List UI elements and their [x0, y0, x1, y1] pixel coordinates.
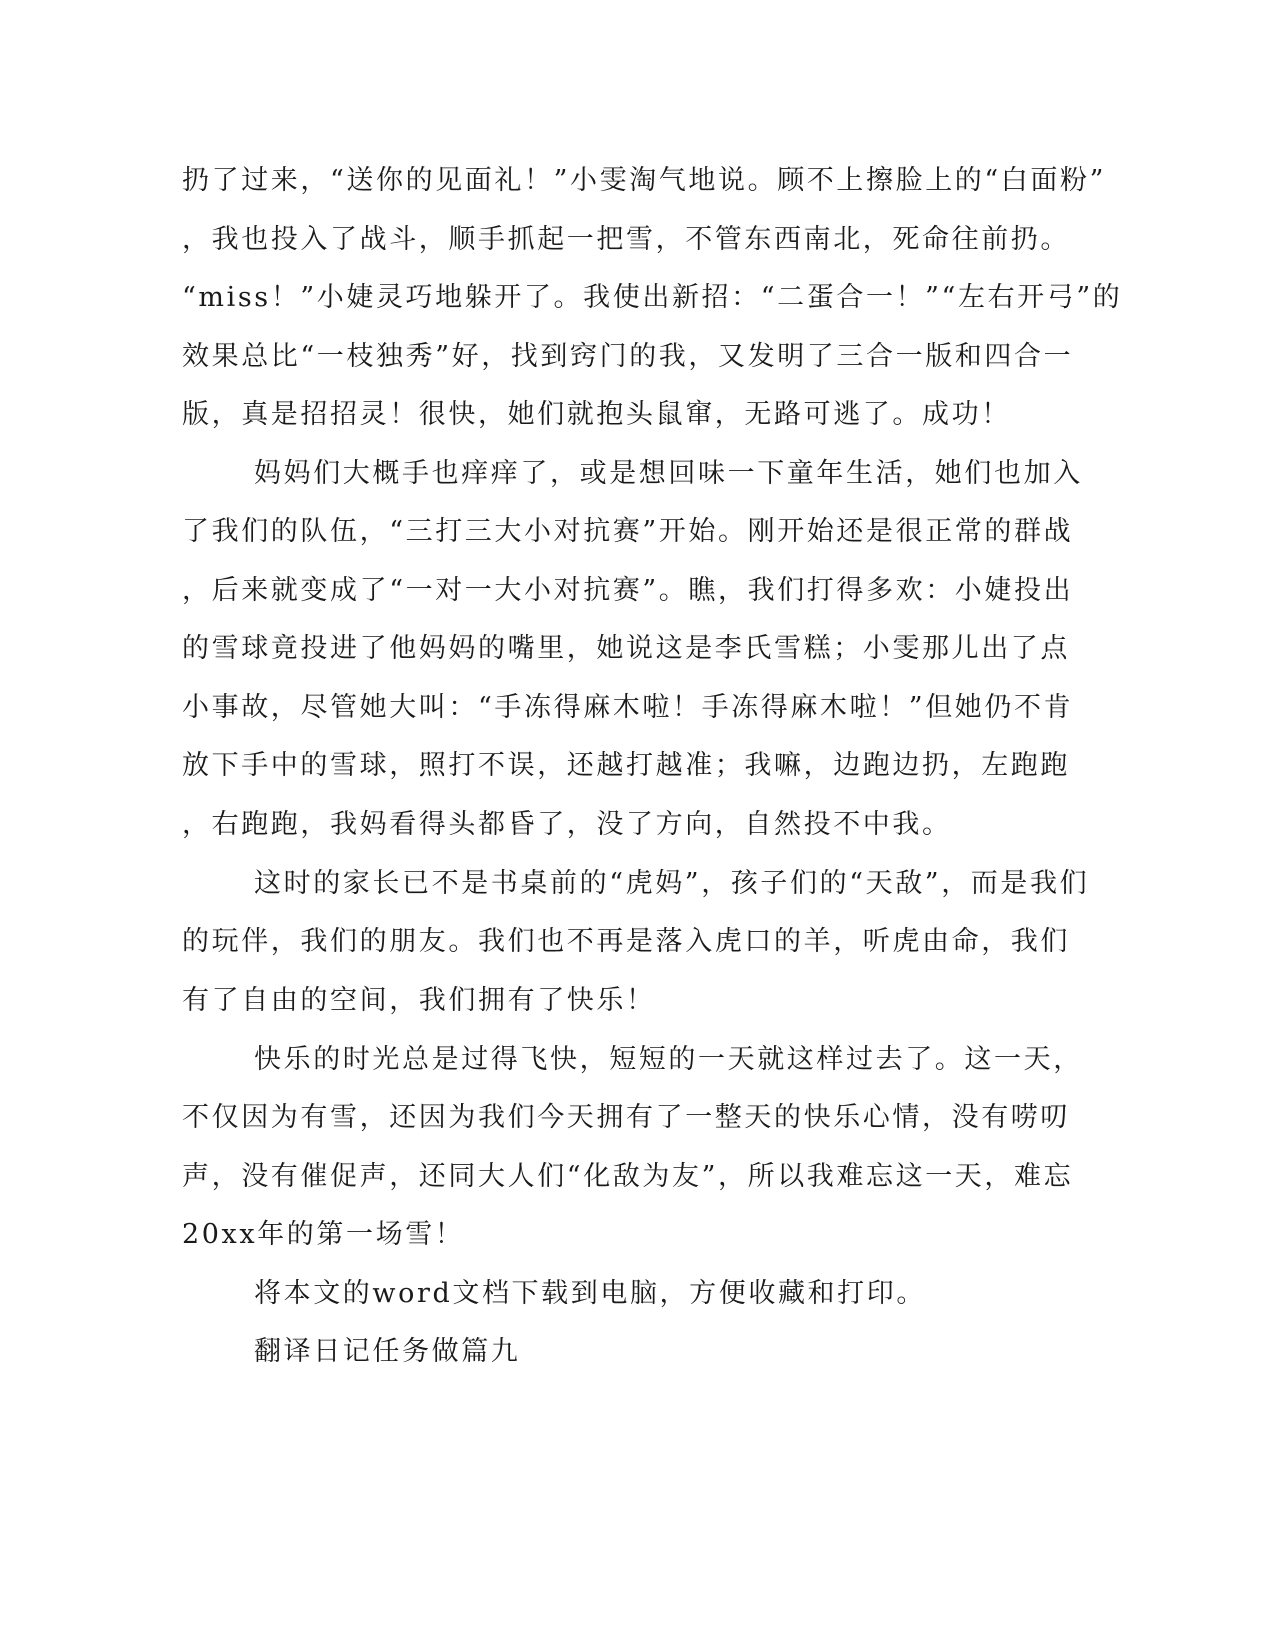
body-line: 不仅因为有雪，还因为我们今天拥有了一整天的快乐心情，没有唠叨: [182, 1102, 1070, 1133]
body-line: 扔了过来，“送你的见面礼！”小雯淘气地说。顾不上擦脸上的“白面粉”: [182, 165, 1107, 196]
body-line: “miss！”小婕灵巧地躲开了。我使出新招：“二蛋合一！”“左右开弓”的: [182, 282, 1123, 313]
body-line: 了我们的队伍，“三打三大小对抗赛”开始。刚开始还是很正常的群战: [182, 516, 1074, 547]
body-line: ，我也投入了战斗，顺手抓起一把雪，不管东西南北，死命往前扔。: [182, 224, 1070, 255]
body-line: 放下手中的雪球，照打不误，还越打越准；我嘛，边跑边扔，左跑跑: [182, 750, 1070, 781]
body-line: 小事故，尽管她大叫：“手冻得麻木啦！手冻得麻木啦！”但她仍不肯: [182, 692, 1074, 723]
paragraph-start-line: 妈妈们大概手也痒痒了，或是想回味一下童年生活，她们也加入: [254, 458, 1083, 489]
paragraph-start-line: 快乐的时光总是过得飞快，短短的一天就这样过去了。这一天，: [254, 1044, 1083, 1075]
body-line: ，后来就变成了“一对一大小对抗赛”。瞧，我们打得多欢：小婕投出: [182, 575, 1074, 606]
body-line: 效果总比“一枝独秀”好，找到窍门的我，又发明了三合一版和四合一: [182, 341, 1074, 372]
body-line: 的雪球竟投进了他妈妈的嘴里，她说这是李氏雪糕；小雯那儿出了点: [182, 633, 1070, 664]
body-line: 声，没有催促声，还同大人们“化敌为友”，所以我难忘这一天，难忘: [182, 1161, 1074, 1192]
body-line: 20xx年的第一场雪！: [182, 1219, 465, 1250]
body-line: 有了自由的空间，我们拥有了快乐！: [182, 985, 656, 1016]
body-line: 的玩伴，我们的朋友。我们也不再是落入虎口的羊，听虎由命，我们: [182, 926, 1070, 957]
body-line: ，右跑跑，我妈看得头都昏了，没了方向，自然投不中我。: [182, 809, 952, 840]
download-note: 将本文的word文档下载到电脑，方便收藏和打印。: [254, 1278, 926, 1309]
paragraph-start-line: 这时的家长已不是书桌前的“虎妈”，孩子们的“天敌”，而是我们: [254, 868, 1090, 899]
section-heading: 翻译日记任务做篇九: [254, 1336, 521, 1367]
body-line: 版，真是招招灵！很快，她们就抱头鼠窜，无路可逃了。成功！: [182, 399, 1011, 430]
